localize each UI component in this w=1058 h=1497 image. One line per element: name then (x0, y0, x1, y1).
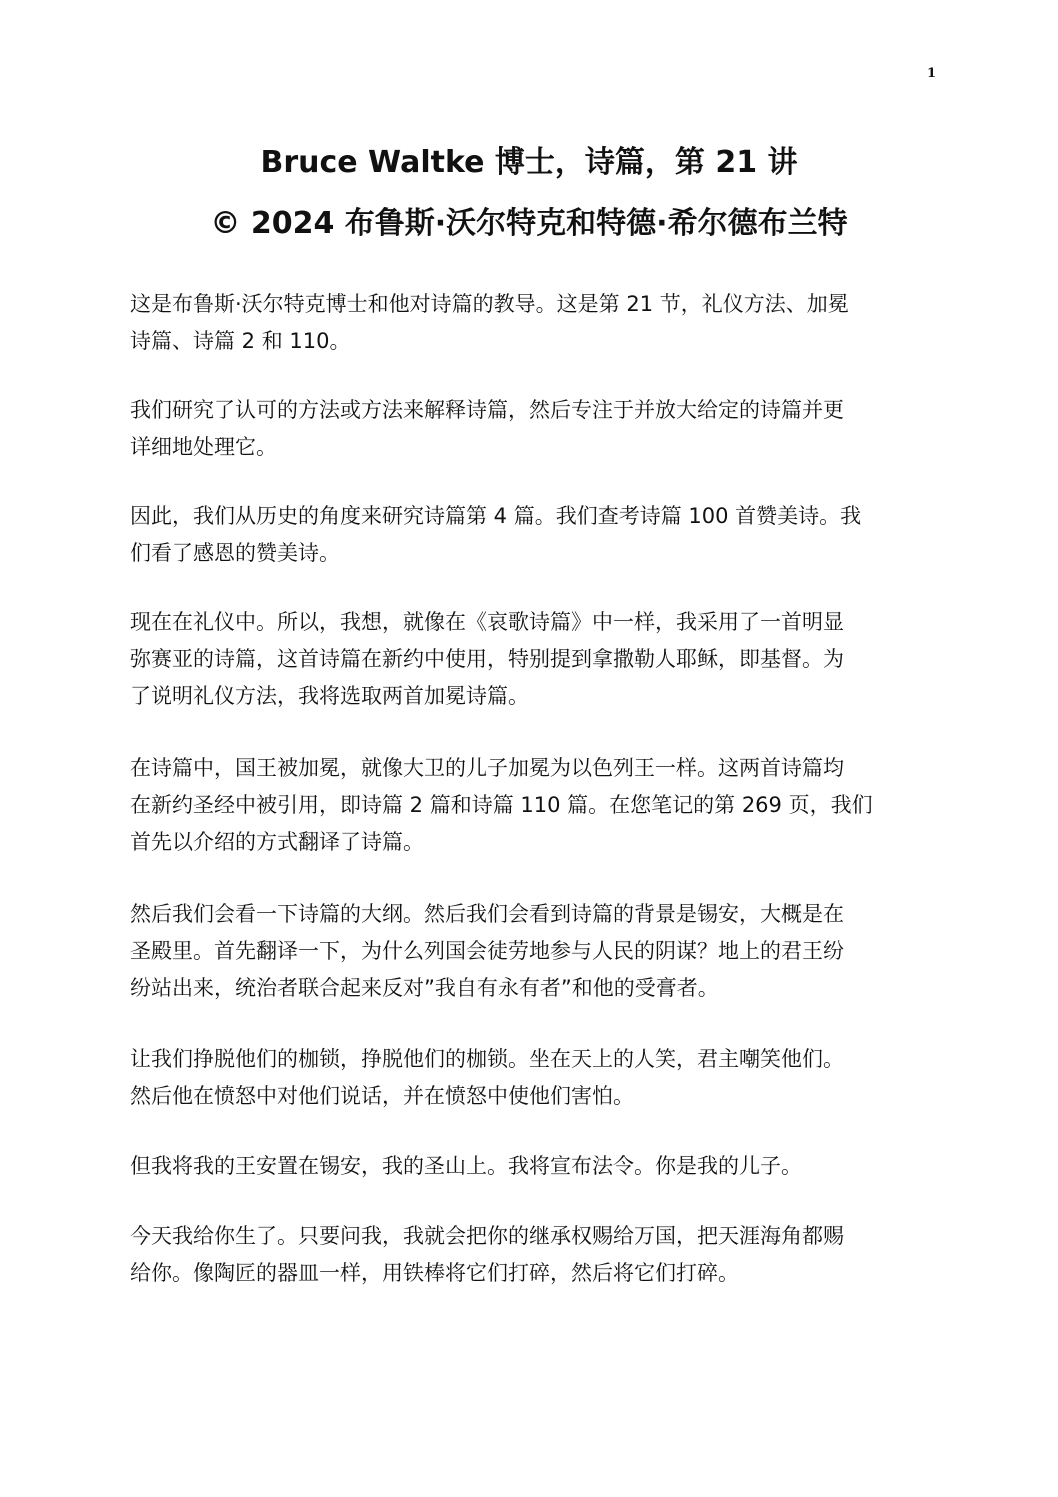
document-title: Bruce Waltke 博士，诗篇，第 21 讲 (260, 145, 798, 180)
paragraph-line: 因此，我们从历史的角度来研究诗篇第 4 篇。我们查考诗篇 100 首赞美诗。我 (130, 504, 862, 528)
paragraph-line: 纷站出来，统治者联合起来反对”我自有永有者”和他的受膏者。 (130, 976, 719, 1000)
document-copyright-line: © 2024 布鲁斯·沃尔特克和特德·希尔德布兰特 (210, 206, 848, 241)
paragraph-line: 现在在礼仪中。所以，我想，就像在《哀歌诗篇》中一样，我采用了一首明显 (130, 610, 844, 634)
paragraph-line: 今天我给你生了。只要问我，我就会把你的继承权赐给万国，把天涯海角都赐 (130, 1224, 844, 1248)
paragraph-line: 弥赛亚的诗篇，这首诗篇在新约中使用，特别提到拿撒勒人耶稣，即基督。为 (130, 647, 844, 671)
paragraph-line: 但我将我的王安置在锡安，我的圣山上。我将宣布法令。你是我的儿子。 (130, 1154, 802, 1178)
paragraph-5 (130, 750, 920, 861)
paragraph-line: 了说明礼仪方法，我将选取两首加冕诗篇。 (130, 684, 529, 708)
paragraph-line: 然后他在愤怒中对他们说话，并在愤怒中使他们害怕。 (130, 1084, 634, 1108)
paragraph-line: 给你。像陶匠的器皿一样，用铁棒将它们打碎，然后将它们打碎。 (130, 1261, 739, 1285)
paragraph-line: 详细地处理它。 (130, 435, 277, 459)
paragraph-7 (130, 1041, 920, 1115)
paragraph-line: 我们研究了认可的方法或方法来解释诗篇，然后专注于并放大给定的诗篇并更 (130, 398, 844, 422)
paragraph-line: 圣殿里。首先翻译一下，为什么列国会徒劳地参与人民的阴谋？地上的君王纷 (130, 939, 844, 963)
paragraph-line: 在新约圣经中被引用，即诗篇 2 篇和诗篇 110 篇。在您笔记的第 269 页，我们 (130, 793, 873, 817)
paragraph-line: 让我们挣脱他们的枷锁，挣脱他们的枷锁。坐在天上的人笑，君主嘲笑他们。 (130, 1047, 844, 1071)
paragraph-2 (130, 392, 920, 466)
paragraph-4 (130, 604, 920, 715)
paragraph-3 (130, 498, 920, 572)
paragraph-6 (130, 896, 920, 1007)
paragraph-8 (130, 1148, 920, 1185)
paragraph-line: 诗篇、诗篇 2 和 110。 (130, 329, 351, 353)
paragraph-line: 们看了感恩的赞美诗。 (130, 541, 340, 565)
paragraph-line: 然后我们会看一下诗篇的大纲。然后我们会看到诗篇的背景是锡安，大概是在 (130, 902, 844, 926)
page-number: 1 (926, 66, 936, 81)
paragraph-1 (130, 286, 920, 360)
paragraph-9 (130, 1218, 920, 1292)
paragraph-line: 这是布鲁斯·沃尔特克博士和他对诗篇的教导。这是第 21 节，礼仪方法、加冕 (130, 292, 849, 316)
paragraph-line: 在诗篇中，国王被加冕，就像大卫的儿子加冕为以色列王一样。这两首诗篇均 (130, 756, 844, 780)
paragraph-line: 首先以介绍的方式翻译了诗篇。 (130, 830, 424, 854)
